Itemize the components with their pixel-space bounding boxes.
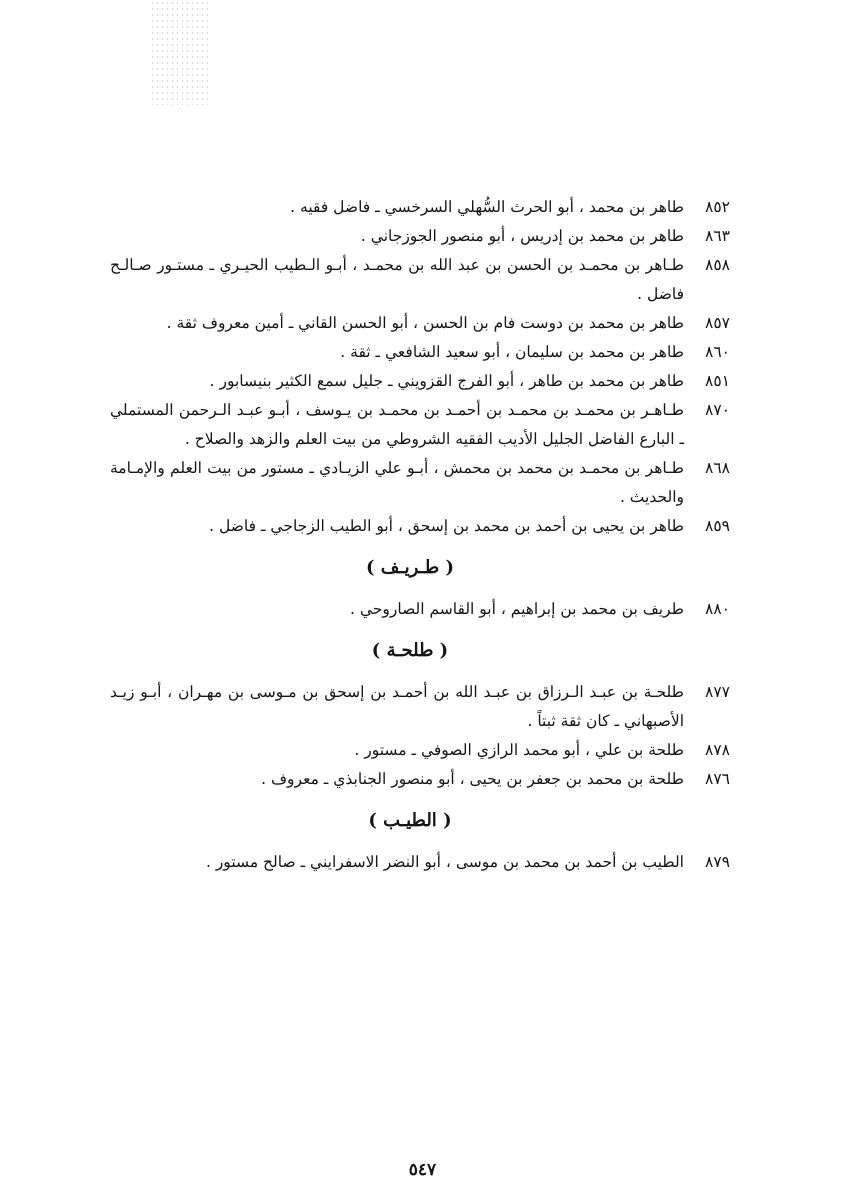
entry-number: ٨٧٦ — [705, 770, 730, 788]
entry — [110, 251, 730, 309]
entry — [110, 222, 730, 251]
entry-text: طـاهر بن محمـد بن الحسن بن عبد الله بن محمـد ، أبـو الـطيب الحيـري ـ مستـور صـالـح فاضل . — [110, 256, 684, 303]
entry-number: ٨٧٠ — [705, 401, 730, 419]
entry-number: ٨٥٢ — [705, 198, 730, 216]
entry-number: ٨٦٨ — [705, 459, 730, 477]
entry — [110, 765, 730, 794]
entry-text: طريف بن محمد بن إبراهيم ، أبو القاسم الصاروحي . — [350, 600, 684, 618]
entry-number: ٨٦٠ — [705, 343, 730, 361]
entry — [110, 367, 730, 396]
section-heading: ( طـريـف ) — [365, 557, 454, 578]
entry-text: طلحـة بن عبـد الـرزاق بن عبـد الله بن أحمـد بن إسحق بن مـوسى بن مهـران ، أبـو زيـد الأصبهاني ـ كان ثقة ثبتاً . — [110, 683, 684, 730]
entry-text: طاهر بن محمد بن طاهر ، أبو الفرج القزويني ـ جليل سمع الكثير بنيسابور . — [209, 372, 684, 390]
entry — [110, 193, 730, 222]
section-heading: ( الطيـب ) — [368, 810, 452, 831]
entry — [110, 338, 730, 367]
entry-number: ٨٥١ — [705, 372, 730, 390]
entry — [110, 309, 730, 338]
entries-list — [110, 193, 730, 877]
scan-speckle — [150, 0, 212, 105]
entry-number: ٨٧٩ — [705, 853, 730, 871]
entry — [110, 396, 730, 454]
entry-text: طاهر بن محمد بن إدريس ، أبو منصور الجوزجاني . — [360, 227, 684, 245]
entry-number: ٨٥٩ — [705, 517, 730, 535]
entry-number: ٨٧٨ — [705, 741, 730, 759]
entry-number: ٨٥٧ — [705, 314, 730, 332]
entry-text: طاهر بن يحيى بن أحمد بن محمد بن إسحق ، أبو الطيب الزجاجي ـ فاضل . — [209, 517, 684, 535]
entry-number: ٨٦٣ — [705, 227, 730, 245]
entry-number: ٨٨٠ — [705, 600, 730, 618]
entry — [110, 736, 730, 765]
entry-text: طاهر بن محمد بن دوست فام بن الحسن ، أبو الحسن القاني ـ أمين معروف ثقة . — [166, 314, 684, 332]
entry-text: طـاهر بن محمـد بن محمد بن محمش ، أبـو علي الزيـادي ـ مستور من بيت العلم والإمـامة والحديث . — [110, 459, 684, 506]
section-heading: ( طلحـة ) — [371, 640, 449, 661]
entry-text: طلحة بن علي ، أبو محمد الرازي الصوفي ـ مستور . — [354, 741, 684, 759]
entry-number: ٨٧٧ — [705, 683, 730, 701]
entry-text: الطيب بن أحمد بن محمد بن موسى ، أبو النضر الاسفرايني ـ صالح مستور . — [205, 853, 684, 871]
entry-text: طاهر بن محمد ، أبو الحرث السُّهلي السرخسي ـ فاضل فقيه . — [290, 198, 684, 216]
entry — [110, 678, 730, 736]
entry-number: ٨٥٨ — [705, 256, 730, 274]
entry-text: طلحة بن محمد بن جعفر بن يحيى ، أبو منصور الجنابذي ـ معروف . — [261, 770, 684, 788]
entry — [110, 512, 730, 541]
entry-text: طـاهـر بن محمـد بن محمـد بن أحمـد بن محمـد بن يـوسف ، أبـو عبـد الـرحمن المستملي ـ البارع الفاضل الجليل الأديب الفقيه الشروطي من بيت العلم والزهد والصلاح . — [110, 401, 684, 448]
entry — [110, 595, 730, 624]
entry — [110, 848, 730, 877]
entry — [110, 454, 730, 512]
entry-text: طاهر بن محمد بن سليمان ، أبو سعيد الشافعي ـ ثقة . — [340, 343, 684, 361]
page-number: ٥٤٧ — [408, 1160, 437, 1180]
